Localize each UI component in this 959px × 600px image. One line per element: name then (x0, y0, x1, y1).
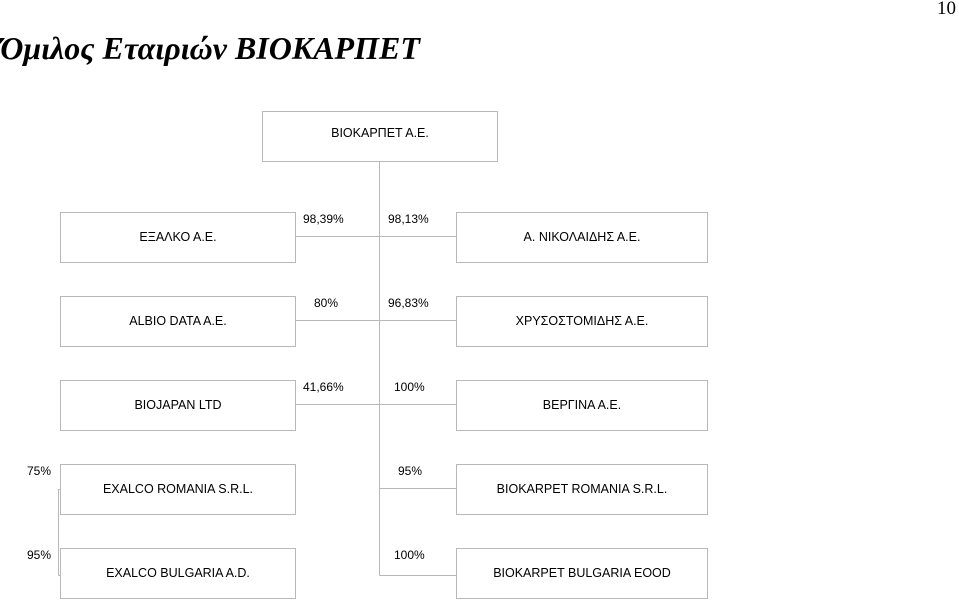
ownership-pct-nikolaidis: 98,13% (388, 212, 429, 226)
company-name: BIOJAPAN LTD (134, 398, 222, 412)
ownership-pct-albio: 80% (314, 296, 339, 310)
ownership-pct-chrysostomidis: 96,83% (388, 296, 429, 310)
company-name: Α. ΝΙΚΟΛΑΙΔΗΣ Α.Ε. (523, 230, 641, 244)
company-box-exalco-bulgaria (60, 548, 296, 599)
company-box-exalco-romania (60, 464, 296, 515)
ownership-pct-exalco-romania: 75% (27, 464, 52, 478)
company-box-exalko (60, 212, 296, 263)
ownership-pct-biokarpet-bulgaria: 100% (394, 548, 425, 562)
company-name: BIOKARPET BULGARIA EOOD (493, 566, 671, 580)
company-name: ΒΙΟΚΑΡΠΕΤ Α.Ε. (331, 126, 429, 140)
company-name: ΧΡΥΣΟΣΤΟΜΙΔΗΣ Α.Ε. (515, 314, 649, 328)
company-box-vergina (456, 380, 708, 431)
company-name: ΕΞΑΛΚΟ Α.Ε. (139, 230, 217, 244)
company-box-chrysostomidis (456, 296, 708, 347)
company-name: ALBIO DATA A.E. (129, 314, 227, 328)
company-name: ΒΕΡΓΙΝΑ Α.Ε. (542, 398, 622, 412)
ownership-pct-vergina: 100% (394, 380, 425, 394)
company-name: BIOKARPET ROMANIA S.R.L. (496, 482, 668, 496)
ownership-pct-biojapan: 41,66% (303, 380, 344, 394)
ownership-pct-exalco-bulgaria: 95% (27, 548, 52, 562)
company-name: EXALCO BULGARIA A.D. (106, 566, 250, 580)
page-number: 10 (937, 0, 956, 19)
company-box-nikolaidis (456, 212, 708, 263)
company-box-albio (60, 296, 296, 347)
ownership-pct-biokarpet-romania: 95% (398, 464, 423, 478)
ownership-pct-exalko: 98,39% (303, 212, 344, 226)
company-box-biokarpet-romania (456, 464, 708, 515)
company-box-biokarpet-bulgaria (456, 548, 708, 599)
page-title: Όμιλος Εταιριών ΒΙΟΚΑΡΠΕΤ (0, 30, 420, 66)
company-box-biojapan (60, 380, 296, 431)
company-name: EXALCO ROMANIA S.R.L. (102, 482, 254, 496)
company-box-root (262, 111, 498, 162)
